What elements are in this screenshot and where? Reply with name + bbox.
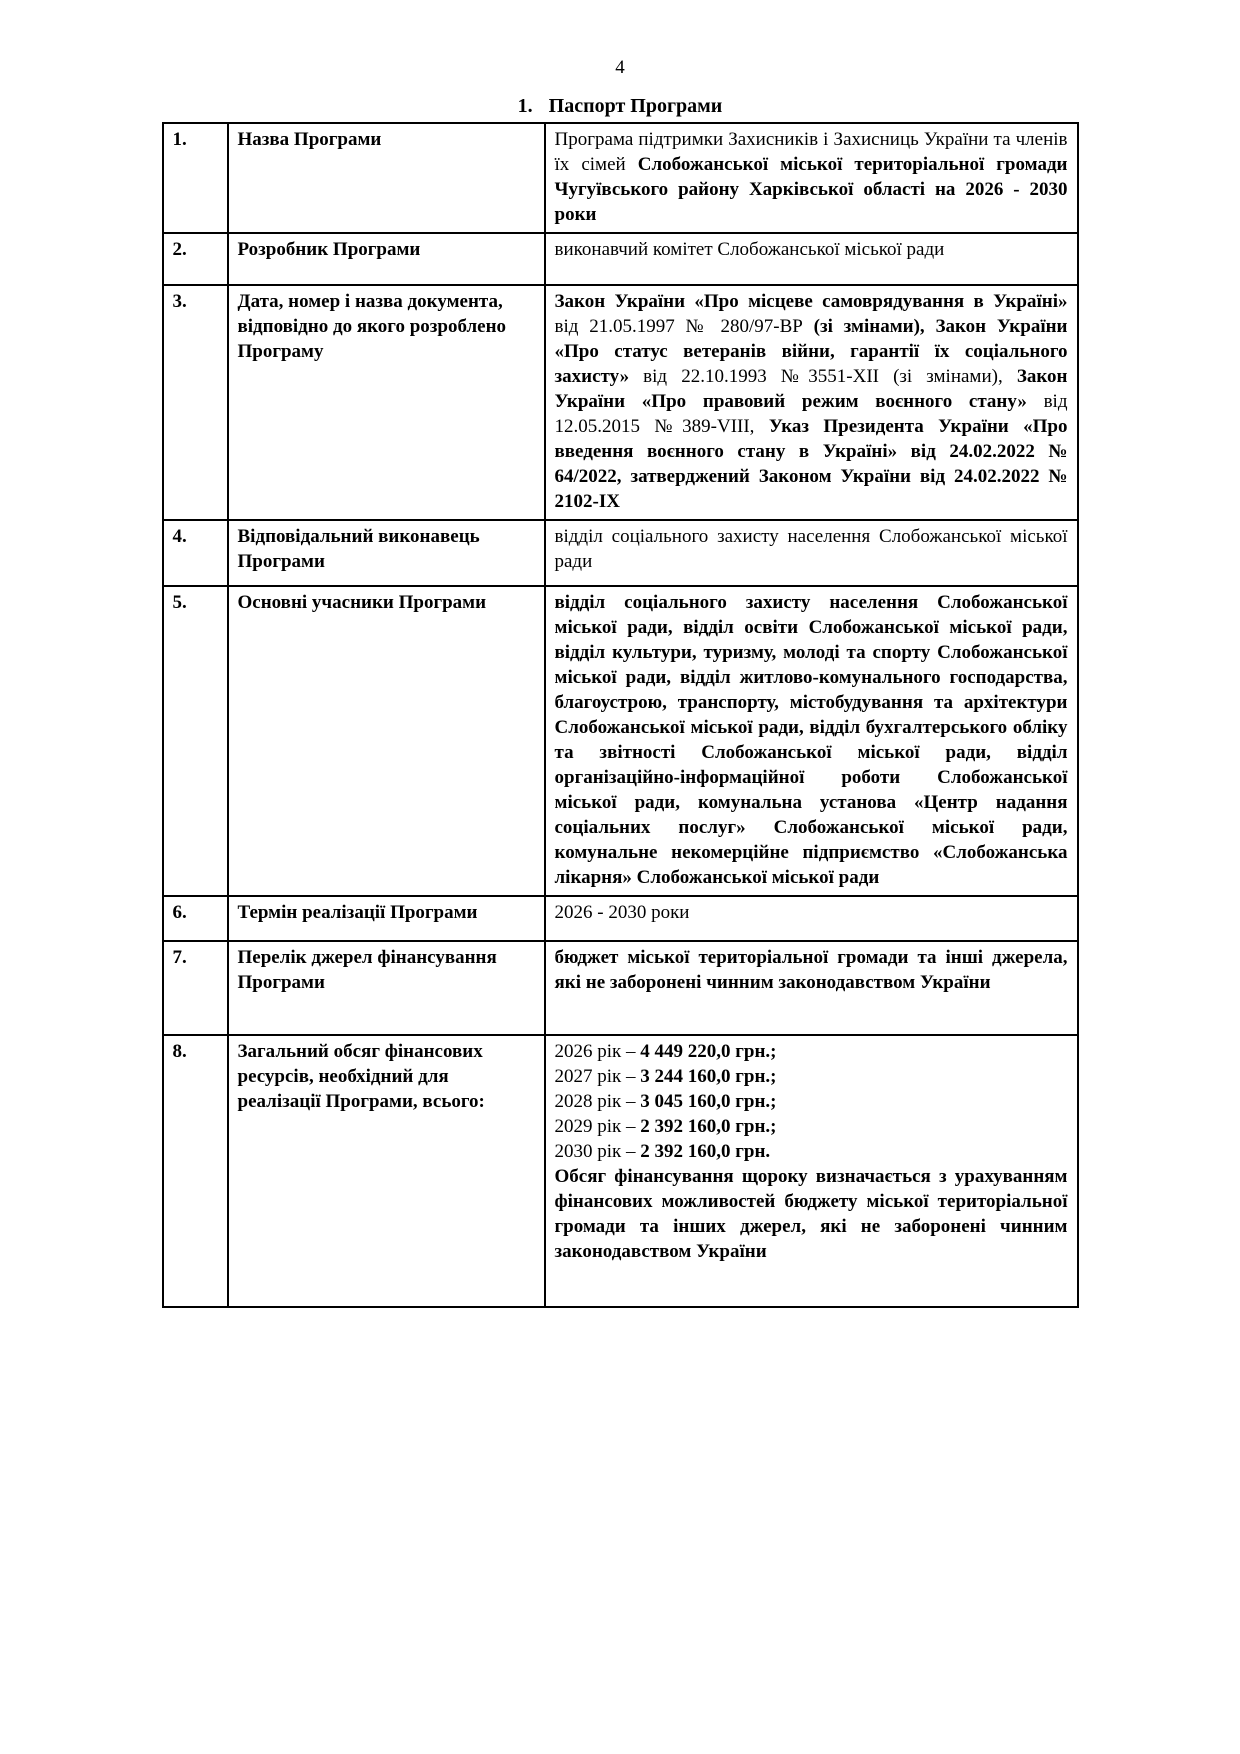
row-number-cell: 2. [163, 233, 228, 285]
paragraph: Закон України «Про місцеве самоврядування в Україні» від 21.05.1997 № 280/97-ВР (зі змінами), Закон України «Про статус ветеранів війни, гарантії їх соціального захисту» від 22.10.1993 №3551-XII (зі змінами), Закон України «Про правовий режим воєнного стану» від 12.05.2015 №389-VIII, Указ Президента України «Про введення воєнного стану в Україні» від 24.02.2022 № 64/2022, затверджений Законом України від 24.02.2022 № 2102-IX [554, 291, 1068, 512]
row-content-cell [545, 123, 1078, 233]
row-content-cell [545, 285, 1078, 520]
page-number: 4 [615, 57, 625, 78]
table-row [163, 896, 1078, 941]
row-content-cell [545, 1035, 1078, 1307]
row-content-cell [545, 896, 1078, 941]
paragraph: 2026 - 2030 роки [554, 902, 690, 923]
table-row [163, 941, 1078, 1035]
row-label-cell: Загальний обсяг фінансових ресурсів, необхідний для реалізації Програми, всього: [228, 1035, 545, 1307]
paragraph: Обсяг фінансування щороку визначається з урахуванням фінансових можливостей бюджету міської територіальної громади та інших джерел, які не заборонені чинним законодавством України [554, 1166, 1068, 1262]
row-content-cell [545, 520, 1078, 586]
table-row [163, 586, 1078, 896]
table-row [163, 123, 1078, 233]
paragraph: виконавчий комітет Слобожанської міської ради [554, 239, 945, 260]
paragraph: 2030 рік – 2 392 160,0 грн. [554, 1141, 771, 1162]
row-label-cell: Назва Програми [228, 123, 545, 233]
row-label-cell: Термін реалізації Програми [228, 896, 545, 941]
paragraph: відділ соціального захисту населення Слобожанської міської ради, відділ освіти Слобожанської міської ради, відділ культури, туризму, молоді та спорту Слобожанської міської ради, відділ житлово-комунального господарства, благоустрою, транспорту, містобудування та архітектури Слобожанської міської ради, відділ бухгалтерського обліку та звітності Слобожанської міської ради, відділ організаційно-інформаційної роботи Слобожанської міської ради, комунальна установа «Центр надання соціальних послуг» Слобожанської міської ради, комунальне некомерційне підприємство «Слобожанська лікарня» Слобожанської міської ради [554, 592, 1068, 888]
row-label-cell: Дата, номер і назва документа, відповідно до якого розроблено Програму [228, 285, 545, 520]
paragraph: 2029 рік – 2 392 160,0 грн.; [554, 1116, 777, 1137]
row-number-cell: 1. [163, 123, 228, 233]
row-content-cell [545, 233, 1078, 285]
row-number-cell: 6. [163, 896, 228, 941]
paragraph: бюджет міської територіальної громади та інші джерела, які не заборонені чинним законодавством України [554, 947, 1068, 993]
row-label-cell: Основні учасники Програми [228, 586, 545, 896]
table-row [163, 233, 1078, 285]
row-number-cell: 5. [163, 586, 228, 896]
passport-table [162, 122, 1079, 1308]
paragraph: відділ соціального захисту населення Слобожанської міської ради [554, 526, 1068, 572]
row-label-cell: Розробник Програми [228, 233, 545, 285]
row-number-cell: 4. [163, 520, 228, 586]
section-heading [163, 94, 1078, 119]
row-content-cell [545, 586, 1078, 896]
section-heading-number: 1. [517, 95, 533, 117]
paragraph: Програма підтримки Захисників і Захисниць України та членів їх сімей Слобожанської міської територіальної громади Чугуївського району Харківської області на 2026 - 2030 роки [554, 129, 1068, 225]
paragraph: 2026 рік – 4 449 220,0 грн.; [554, 1041, 777, 1062]
row-number-cell: 3. [163, 285, 228, 520]
table-row [163, 520, 1078, 586]
paragraph: 2027 рік – 3 244 160,0 грн.; [554, 1066, 777, 1087]
table-row [163, 285, 1078, 520]
paragraph: 2028 рік – 3 045 160,0 грн.; [554, 1091, 777, 1112]
table-row [163, 1035, 1078, 1307]
row-content-cell [545, 941, 1078, 1035]
row-number-cell: 7. [163, 941, 228, 1035]
row-number-cell: 8. [163, 1035, 228, 1307]
row-label-cell: Відповідальний виконавець Програми [228, 520, 545, 586]
section-heading-title: Паспорт Програми [548, 95, 723, 117]
row-label-cell: Перелік джерел фінансування Програми [228, 941, 545, 1035]
